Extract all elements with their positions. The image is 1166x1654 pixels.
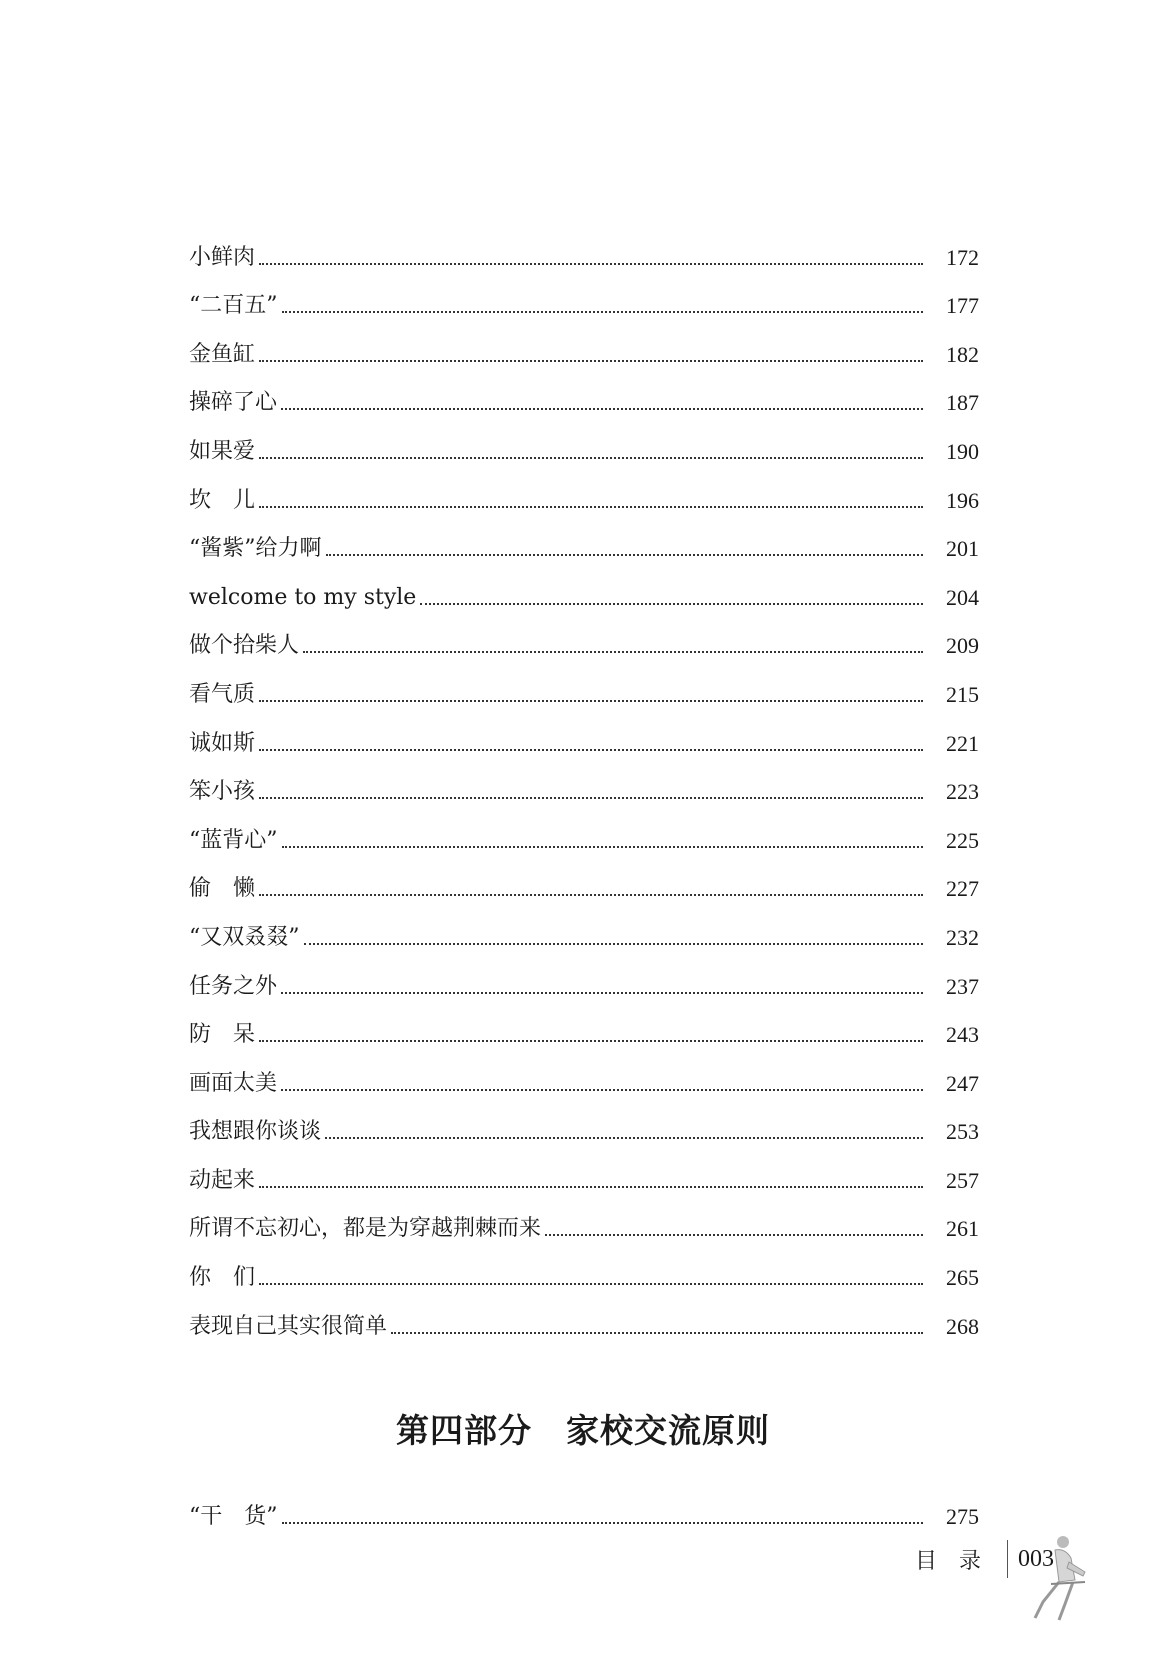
- toc-entry-page: 221: [946, 730, 979, 756]
- toc-entry-title: 诚如斯: [189, 730, 256, 756]
- toc-entry-page: 237: [946, 973, 979, 999]
- toc-entry-title: 任务之外: [189, 973, 278, 999]
- toc-entry[interactable]: [189, 1483, 979, 1532]
- toc-entry[interactable]: [189, 1244, 979, 1293]
- toc-entry-title: 操碎了心: [189, 390, 278, 416]
- toc-entry-page: 268: [946, 1313, 979, 1339]
- toc-entry-page: 257: [946, 1167, 979, 1193]
- toc-entry-page: 204: [946, 584, 979, 610]
- reading-figure-icon: [1025, 1532, 1095, 1622]
- toc-entry[interactable]: [189, 759, 979, 808]
- toc-entry[interactable]: [189, 224, 979, 273]
- toc-entry[interactable]: [189, 807, 979, 856]
- toc-entry-title: 偷 懒: [189, 876, 256, 902]
- leader-dots: [282, 1521, 924, 1524]
- toc-entry[interactable]: [189, 710, 979, 759]
- toc-entry-title: 坎 儿: [189, 487, 256, 513]
- toc-entry-title: 动起来: [189, 1167, 256, 1193]
- leader-dots: [259, 893, 923, 896]
- toc-entry[interactable]: [189, 1099, 979, 1148]
- toc-entry-title: 笨小孩: [189, 779, 256, 805]
- leader-dots: [259, 1039, 923, 1042]
- leader-dots: [545, 1233, 923, 1236]
- toc-entry-page: 243: [946, 1022, 979, 1048]
- leader-dots: [259, 699, 923, 702]
- leader-dots: [259, 505, 923, 508]
- toc-entry-title: welcome to my style: [189, 584, 417, 610]
- leader-dots: [282, 310, 924, 313]
- toc-entry-title: 所谓不忘初心，都是为穿越荆棘而来: [189, 1216, 542, 1242]
- footer-divider: [1007, 1540, 1008, 1578]
- toc-entry-page: 196: [946, 487, 979, 513]
- leader-dots: [259, 796, 923, 799]
- toc-entry-page: 253: [946, 1119, 979, 1145]
- toc-entry-title: 如果爱: [189, 438, 256, 464]
- toc-entry[interactable]: [189, 370, 979, 419]
- toc-entry-page: 225: [946, 827, 979, 853]
- leader-dots: [281, 991, 923, 994]
- toc-entry-page: 275: [946, 1503, 979, 1529]
- leader-dots: [259, 262, 923, 265]
- toc-entry-title: 看气质: [189, 681, 256, 707]
- toc-entry-title: 小鲜肉: [189, 244, 256, 270]
- leader-dots: [420, 602, 923, 605]
- toc-entry[interactable]: [189, 564, 979, 613]
- toc-entry-page: 227: [946, 876, 979, 902]
- toc-entry-title: 你 们: [189, 1265, 256, 1291]
- toc-entry[interactable]: [189, 321, 979, 370]
- toc-entry[interactable]: [189, 273, 979, 322]
- leader-dots: [303, 650, 923, 653]
- leader-dots: [325, 1136, 923, 1139]
- toc-entry[interactable]: [189, 953, 979, 1002]
- leader-dots: [259, 456, 923, 459]
- toc-entry-page: 261: [946, 1216, 979, 1242]
- toc-entry-title: “蓝背心”: [189, 827, 278, 853]
- toc-entry-page: 232: [946, 924, 979, 950]
- toc-entry-page: 201: [946, 536, 979, 562]
- toc-entry[interactable]: [189, 856, 979, 905]
- toc-entry[interactable]: [189, 418, 979, 467]
- toc-entry[interactable]: [189, 1002, 979, 1051]
- toc-entry[interactable]: [189, 1196, 979, 1245]
- leader-dots: [259, 359, 923, 362]
- leader-dots: [391, 1331, 923, 1334]
- leader-dots: [282, 845, 924, 848]
- toc-entry-title: “酱紫”给力啊: [189, 536, 322, 562]
- section-toc-list: [189, 1483, 979, 1532]
- leader-dots: [259, 1282, 923, 1285]
- toc-entry-page: 223: [946, 779, 979, 805]
- toc-entry[interactable]: [189, 1147, 979, 1196]
- toc-entry-title: “二百五”: [189, 293, 278, 319]
- toc-entry[interactable]: [189, 613, 979, 662]
- toc-entry-title: 表现自己其实很简单: [189, 1313, 388, 1339]
- toc-entry-page: 265: [946, 1265, 979, 1291]
- toc-entry-page: 215: [946, 681, 979, 707]
- toc-entry-page: 177: [946, 293, 979, 319]
- toc-entry-page: 209: [946, 633, 979, 659]
- toc-entry[interactable]: [189, 467, 979, 516]
- section-heading: 第四部分 家校交流原则: [396, 1411, 770, 1450]
- toc-entry[interactable]: [189, 1293, 979, 1342]
- toc-entry-title: “又双叒叕”: [189, 924, 300, 950]
- leader-dots: [281, 1088, 923, 1091]
- toc-entry-page: 247: [946, 1070, 979, 1096]
- leader-dots: [259, 748, 923, 751]
- leader-dots: [326, 553, 924, 556]
- toc-entry[interactable]: [189, 661, 979, 710]
- toc-entry-title: 金鱼缸: [189, 341, 256, 367]
- toc-entry-page: 190: [946, 438, 979, 464]
- toc-entry-title: 做个拾柴人: [189, 633, 300, 659]
- leader-dots: [281, 407, 923, 410]
- leader-dots: [304, 942, 924, 945]
- leader-dots: [259, 1185, 923, 1188]
- toc-entry-page: 172: [946, 244, 979, 270]
- toc-entry[interactable]: [189, 904, 979, 953]
- toc-entry-title: “干 货”: [189, 1503, 278, 1529]
- toc-entry-title: 我想跟你谈谈: [189, 1119, 322, 1145]
- toc-list: [189, 224, 979, 1342]
- toc-entry-title: 画面太美: [189, 1070, 278, 1096]
- toc-entry[interactable]: [189, 1050, 979, 1099]
- toc-entry[interactable]: [189, 516, 979, 565]
- toc-entry-title: 防 呆: [189, 1022, 256, 1048]
- toc-entry-page: 187: [946, 390, 979, 416]
- toc-entry-page: 182: [946, 341, 979, 367]
- page-number: 003: [1018, 1545, 1054, 1572]
- footer-label: 目录: [914, 1548, 1003, 1574]
